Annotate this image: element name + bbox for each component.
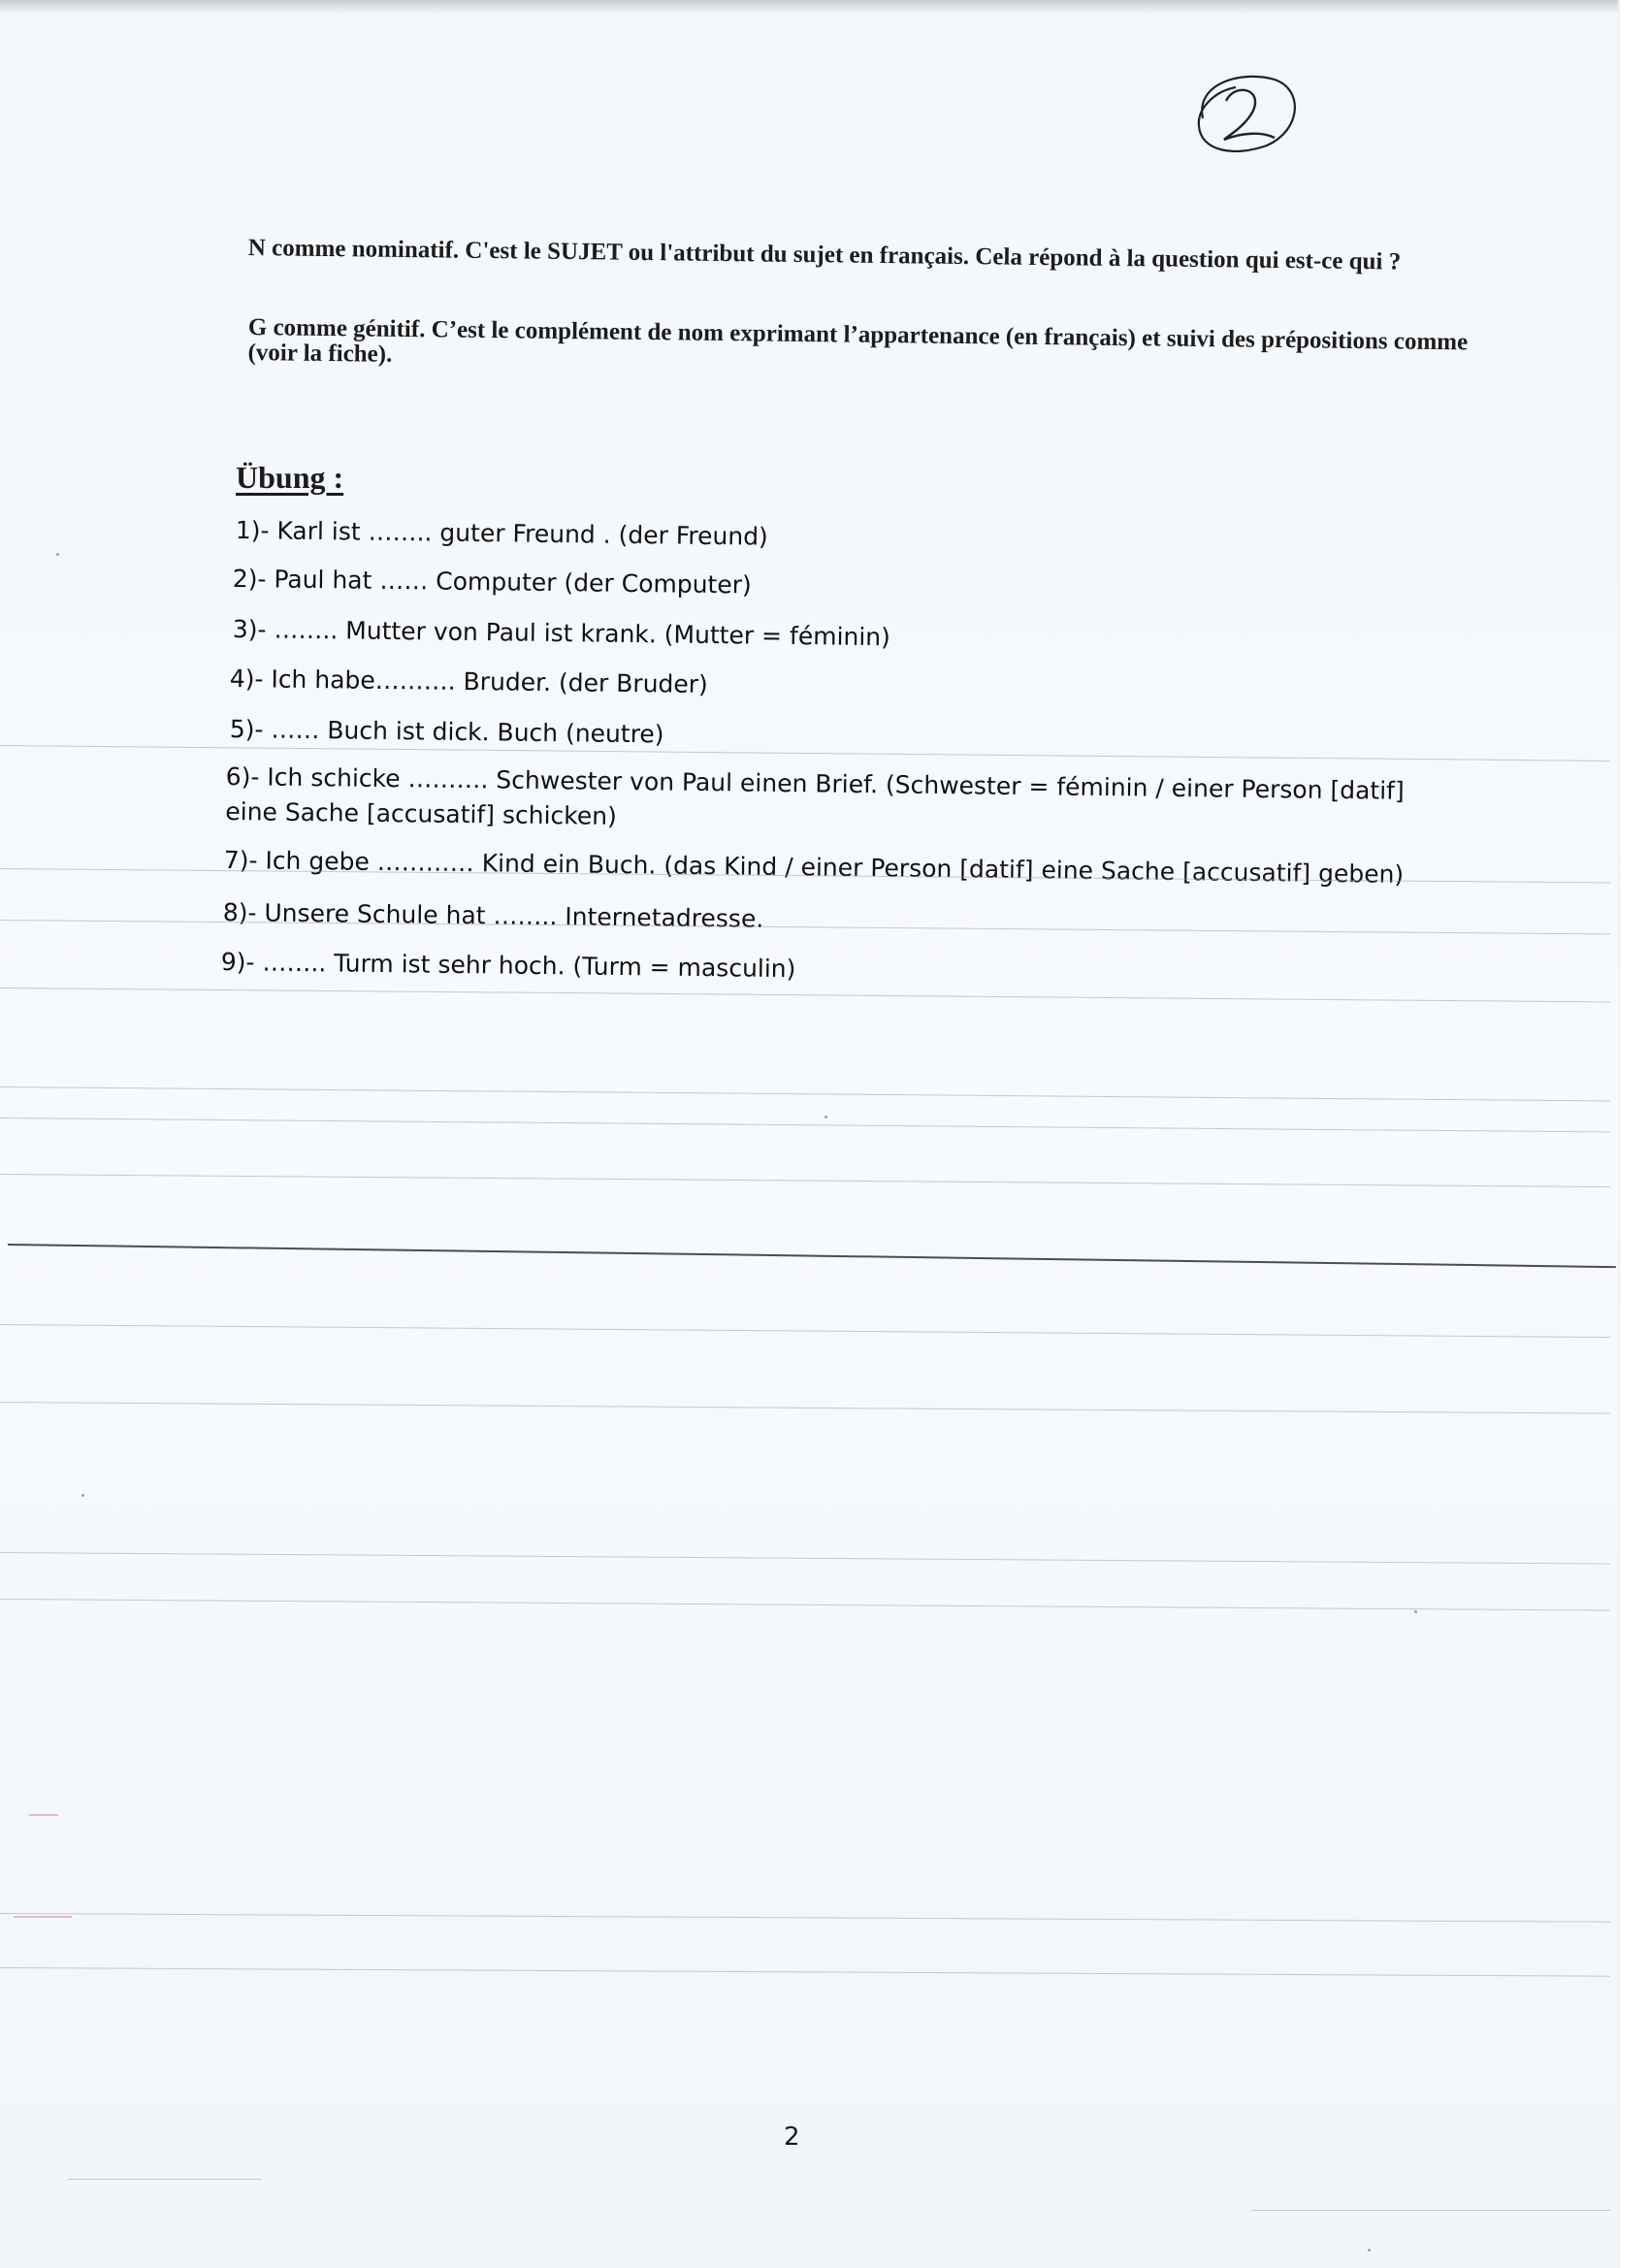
ruled-line: [0, 1599, 1610, 1611]
ruled-line-dark: [8, 1244, 1616, 1268]
exercise-item: 4)- Ich habe………. Bruder. (der Bruder): [229, 664, 708, 699]
ruled-line: [1251, 2210, 1610, 2211]
scan-speck: [824, 1116, 827, 1118]
ruled-line: [0, 1402, 1610, 1414]
scan-speck: [81, 1494, 84, 1497]
genitif-paragraph: G comme génitif. C’est le complément de nom exprimant l’appartenance (en français) et suivi des prépositions comme (voir la fiche).: [247, 314, 1469, 368]
exercise-item: 8)- Unsere Schule hat …….. Internetadresse.: [222, 897, 764, 933]
exercise-item: 9)- …….. Turm ist sehr hoch. (Turm = masculin): [220, 947, 796, 984]
ruled-line: [0, 1552, 1610, 1565]
exercise-item: 3)- …….. Mutter von Paul ist krank. (Mutter = féminin): [232, 614, 891, 652]
ruled-line: [0, 1174, 1610, 1187]
exercise-item: 6)- Ich schicke ………. Schwester von Paul einen Brief. (Schwester = féminin / einer Person [datif] eine Sache [accusatif] schicken): [225, 761, 1405, 830]
scan-top-edge: [0, 0, 1618, 14]
exercise-item: 5)- …… Buch ist dick. Buch (neutre): [229, 714, 664, 749]
scan-mark: [29, 1814, 58, 1816]
ruled-line: [0, 988, 1610, 1002]
circled-page-number-stamp: [1185, 62, 1302, 159]
nominatif-paragraph: N comme nominatif. C'est le SUJET ou l'attribut du sujet en français. Cela répond à la question qui est-ce qui ?: [247, 235, 1402, 275]
scan-right-margin: [1619, 0, 1649, 2268]
exercise-item: 7)- Ich gebe ………… Kind ein Buch. (das Kind / einer Person [datif] eine Sache [accusatif] geben): [223, 845, 1405, 889]
exercise-item: 2)- Paul hat …… Computer (der Computer): [232, 564, 752, 599]
ruled-line: [68, 2179, 262, 2180]
scan-speck: [1414, 1610, 1417, 1613]
scan-speck: [1368, 2249, 1371, 2252]
ruled-line: [0, 1324, 1610, 1338]
ruled-line: [0, 1118, 1610, 1132]
page-number: 2: [784, 2122, 800, 2152]
ruled-line: [0, 1913, 1610, 1923]
exercise-item: 1)- Karl ist …….. guter Freund . (der Freund): [235, 515, 768, 551]
scan-speck: [56, 553, 59, 556]
ruled-line: [0, 1086, 1610, 1101]
scan-mark: [14, 1916, 72, 1918]
ruled-line: [0, 1967, 1610, 1977]
exercise-title: Übung :: [236, 460, 344, 495]
